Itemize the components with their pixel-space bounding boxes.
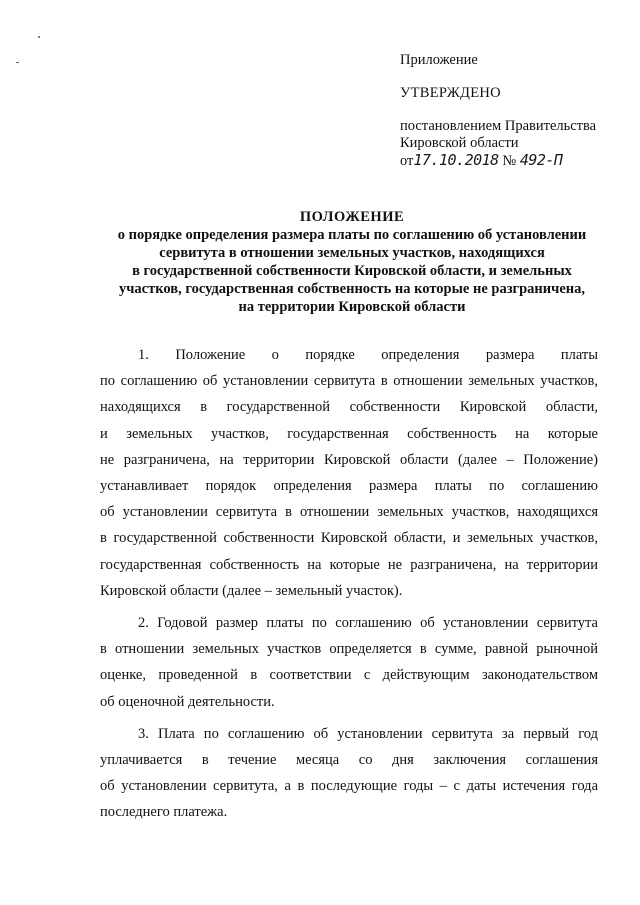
decree-date-number [400, 152, 620, 170]
text-line: об оценочной деятельности. [100, 693, 275, 710]
paragraph-2 [100, 610, 598, 715]
text-line: Кировской области (далее – земельный участок). [100, 582, 403, 599]
decree-line-1: постановлением Правительства [400, 118, 597, 134]
text-line: по соглашению об установлении сервитута в отношении земельных участков, [100, 373, 598, 390]
text-line: последнего платежа. [100, 804, 228, 821]
text-line: устанавливает порядок определения размера платы по соглашению [100, 478, 598, 495]
title-line: участков, государственная собственность на которые не разграничена, [119, 281, 585, 297]
text-line: об установлении сервитута, а в последующие годы – с даты истечения года [100, 778, 598, 795]
document-body [100, 342, 598, 832]
title-line: на территории Кировской области [238, 299, 466, 315]
document-title [88, 208, 616, 316]
scan-speck [16, 62, 19, 63]
text-line: уплачивается в течение месяца со дня заключения соглашения [100, 752, 598, 769]
handwritten-number: 492-П [519, 151, 563, 169]
text-line: 2. Годовой размер платы по соглашению об установлении сервитута [138, 615, 598, 632]
text-line: и земельных участков, государственная собственность на которые [100, 425, 598, 442]
paragraph-1 [100, 342, 598, 604]
text-line: 3. Плата по соглашению об установлении сервитута за первый год [138, 725, 598, 742]
text-line: 1. Положение о порядке определения размера платы [138, 347, 598, 363]
text-line: не разграничена, на территории Кировской области (далее – Положение) [100, 451, 598, 468]
title-line: о порядке определения размера платы по соглашению об установлении [117, 227, 587, 243]
text-line: об установлении сервитута в отношении земельных участков, находящихся [100, 504, 598, 521]
date-prefix: от [400, 153, 414, 169]
decree-line-2: Кировской области [400, 135, 519, 151]
text-line: в отношении земельных участков определяется в сумме, равной рыночной [100, 641, 598, 658]
number-sign: № [502, 153, 517, 169]
title-main: ПОЛОЖЕНИЕ [299, 209, 405, 225]
scan-speck [38, 36, 40, 38]
text-line: находящихся в государственной собственности Кировской области, [100, 399, 598, 416]
title-line: в государственной собственности Кировской области, и земельных [132, 263, 572, 279]
paragraph-3 [100, 721, 598, 826]
appendix-label: Приложение [400, 52, 478, 68]
title-line: сервитута в отношении земельных участков, находящихся [159, 245, 545, 261]
text-line: государственная собственность на которые не разграничена, на территории [100, 556, 598, 573]
approval-stamp-block [400, 52, 620, 170]
text-line: оценке, проведенной в соответствии с действующим законодательством [100, 667, 598, 684]
text-line: в государственной собственности Кировской области, и земельных участков, [100, 530, 598, 547]
handwritten-date: 17.10.2018 [413, 151, 499, 169]
approved-label: УТВЕРЖДЕНО [400, 85, 501, 101]
